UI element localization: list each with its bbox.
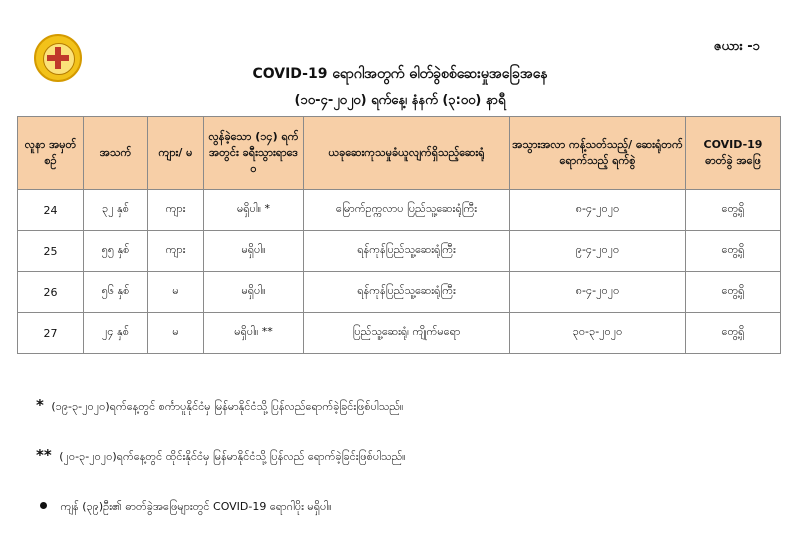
cell-hospital: ပြည်သူ့ဆေးရုံ၊ ကျိုက်မရော: [304, 313, 510, 354]
cell-admission-date: ၈-၄-၂၀၂၀: [510, 272, 686, 313]
footnote-text: ကျန် (၃၉)ဦး၏ ဓာတ်ခွဲအဖြေများတွင် COVID-19 ရောဂါပိုး မရှိပါ။: [60, 500, 332, 513]
col-header-test-result: COVID-19 ဓာတ်ခွဲ အဖြေ: [686, 117, 781, 190]
cases-table: [17, 116, 781, 354]
cell-test-result: တွေ့ရှိ: [686, 190, 781, 231]
footnote-double-star: [36, 446, 406, 466]
table-header-row: [18, 117, 781, 190]
cell-hospital: ရန်ကုန်ပြည်သူ့ဆေးရုံကြီး: [304, 231, 510, 272]
cell-test-result: တွေ့ရှိ: [686, 272, 781, 313]
col-header-sex: ကျား/ မ: [148, 117, 204, 190]
col-header-travel-history: လွန်ခဲ့သော (၁၄) ရက်အတွင်း ခရီးသွားရာဒေဝ: [204, 117, 304, 190]
col-header-age: အသက်: [84, 117, 148, 190]
cell-hospital: ရန်ကုန်ပြည်သူ့ဆေးရုံကြီး: [304, 272, 510, 313]
cell-travel-history: မရှိပါ။ *: [204, 190, 304, 231]
footnote-marker: **: [36, 446, 52, 464]
table-row: [18, 313, 781, 354]
appendix-label: ဇယား -၁: [713, 39, 760, 54]
cell-patient-no: 26: [18, 272, 84, 313]
cell-patient-no: 27: [18, 313, 84, 354]
cell-sex: မ: [148, 313, 204, 354]
col-header-admission-date: အသွားအလာ ကန့်သတ်သည့်/ ဆေးရုံတက်ရောက်သည့် ရက်စွဲ: [510, 117, 686, 190]
cell-travel-history: မရှိပါ။: [204, 272, 304, 313]
cell-sex: ကျား: [148, 190, 204, 231]
cell-admission-date: ၉-၄-၂၀၂၀: [510, 231, 686, 272]
footnote-single-star: [36, 396, 403, 416]
cell-age: ၂၄ နှစ်: [84, 313, 148, 354]
footnote-text: (၁၉-၃-၂၀၂၀)ရက်နေ့တွင် စင်္ကာပူနိုင်ငံမှ မြန်မာနိုင်ငံသို့ ပြန်လည်ရောက်ခဲ့ခြင်းဖြစ်ပါသည်။: [51, 400, 404, 413]
page-title: COVID-19 ရောဂါအတွက် ဓါတ်ခွဲစစ်ဆေးမှုအခြေအနေ: [252, 66, 548, 82]
footnote-marker: *: [36, 396, 44, 414]
table-row: [18, 272, 781, 313]
table-row: [18, 231, 781, 272]
cell-sex: မ: [148, 272, 204, 313]
cell-test-result: တွေ့ရှိ: [686, 313, 781, 354]
cell-hospital: မြောက်ဥက္ကလာပ ပြည်သူ့ဆေးရုံကြီး: [304, 190, 510, 231]
col-header-hospital: ယခုဆေးကုသမှုခံယူလျက်ရှိသည့်ဆေးရုံ: [304, 117, 510, 190]
cell-test-result: တွေ့ရှိ: [686, 231, 781, 272]
cell-travel-history: မရှိပါ။ **: [204, 313, 304, 354]
cell-age: ၅၆ နှစ်: [84, 272, 148, 313]
footnote-bullet: [36, 500, 332, 516]
col-header-patient-no: လူနာ အမှတ်စဉ်: [18, 117, 84, 190]
cell-age: ၅၅ နှစ်: [84, 231, 148, 272]
cell-sex: ကျား: [148, 231, 204, 272]
cell-admission-date: ၃၀-၃-၂၀၂၀: [510, 313, 686, 354]
cell-patient-no: 24: [18, 190, 84, 231]
cell-patient-no: 25: [18, 231, 84, 272]
table-row: [18, 190, 781, 231]
cell-travel-history: မရှိပါ။: [204, 231, 304, 272]
page-subtitle: (၁၀-၄-၂၀၂၀) ရက်နေ့၊ နံနက် (၃:၀၀) နာရီ: [294, 93, 506, 108]
bullet-icon: [40, 502, 47, 509]
cell-age: ၃၂ နှစ်: [84, 190, 148, 231]
footnote-text: (၂၀-၃-၂၀၂၀)ရက်နေ့တွင် ထိုင်းနိုင်ငံမှ မြန်မာနိုင်ငံသို့ ပြန်လည် ရောက်ခဲ့ခြင်းဖြစ်ပါသည်။: [59, 450, 406, 463]
cell-admission-date: ၈-၄-၂၀၂၀: [510, 190, 686, 231]
